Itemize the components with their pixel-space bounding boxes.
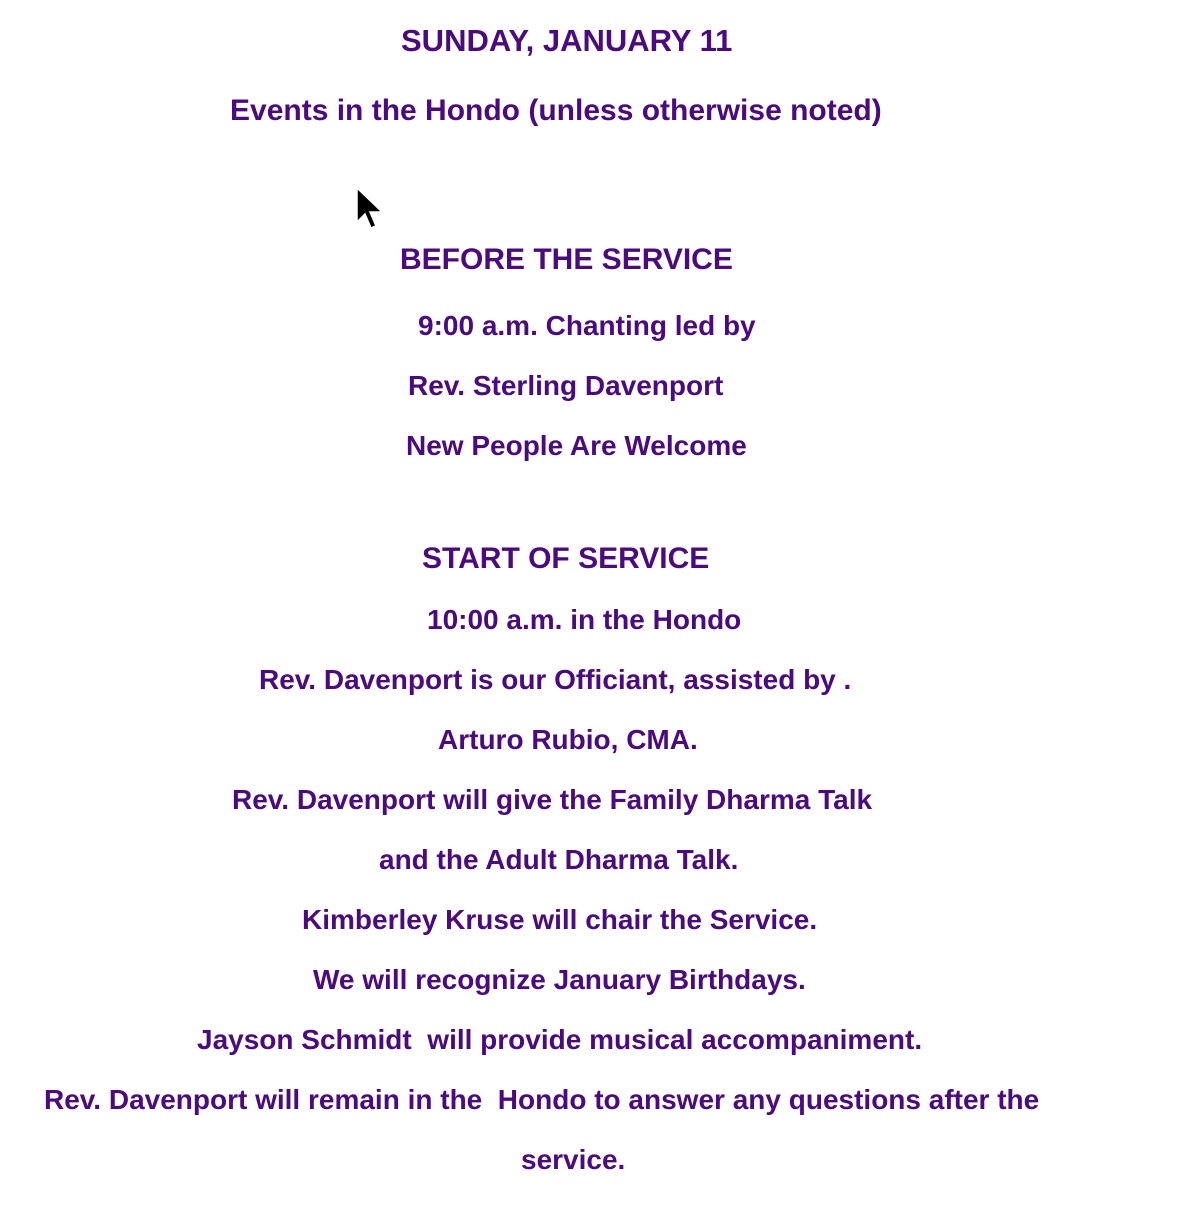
music-line: Jayson Schmidt will provide musical accompaniment.	[197, 1024, 923, 1055]
adult-dharma-talk-line: and the Adult Dharma Talk.	[379, 844, 739, 875]
document-title: SUNDAY, JANUARY 11	[401, 23, 733, 58]
welcome-line: New People Are Welcome	[406, 430, 747, 461]
questions-line: Rev. Davenport will remain in the Hondo to answer any questions after the	[44, 1084, 1040, 1115]
chanting-time-line: 9:00 a.m. Chanting led by	[418, 310, 756, 341]
family-dharma-talk-line: Rev. Davenport will give the Family Dharma Talk	[232, 784, 873, 815]
section-heading-start-service: START OF SERVICE	[422, 542, 710, 575]
questions-line-end: service.	[521, 1144, 626, 1175]
section-heading-before-service: BEFORE THE SERVICE	[400, 243, 733, 276]
birthdays-line: We will recognize January Birthdays.	[313, 964, 806, 995]
service-time-line: 10:00 a.m. in the Hondo	[427, 604, 742, 635]
document-subtitle: Events in the Hondo (unless otherwise noted)	[230, 94, 882, 127]
mouse-pointer-icon	[355, 186, 385, 230]
chair-line: Kimberley Kruse will chair the Service.	[302, 904, 818, 935]
chanting-leader-line: Rev. Sterling Davenport	[408, 370, 724, 401]
assistant-line: Arturo Rubio, CMA.	[438, 724, 698, 755]
officiant-line: Rev. Davenport is our Officiant, assisted by .	[259, 664, 852, 695]
